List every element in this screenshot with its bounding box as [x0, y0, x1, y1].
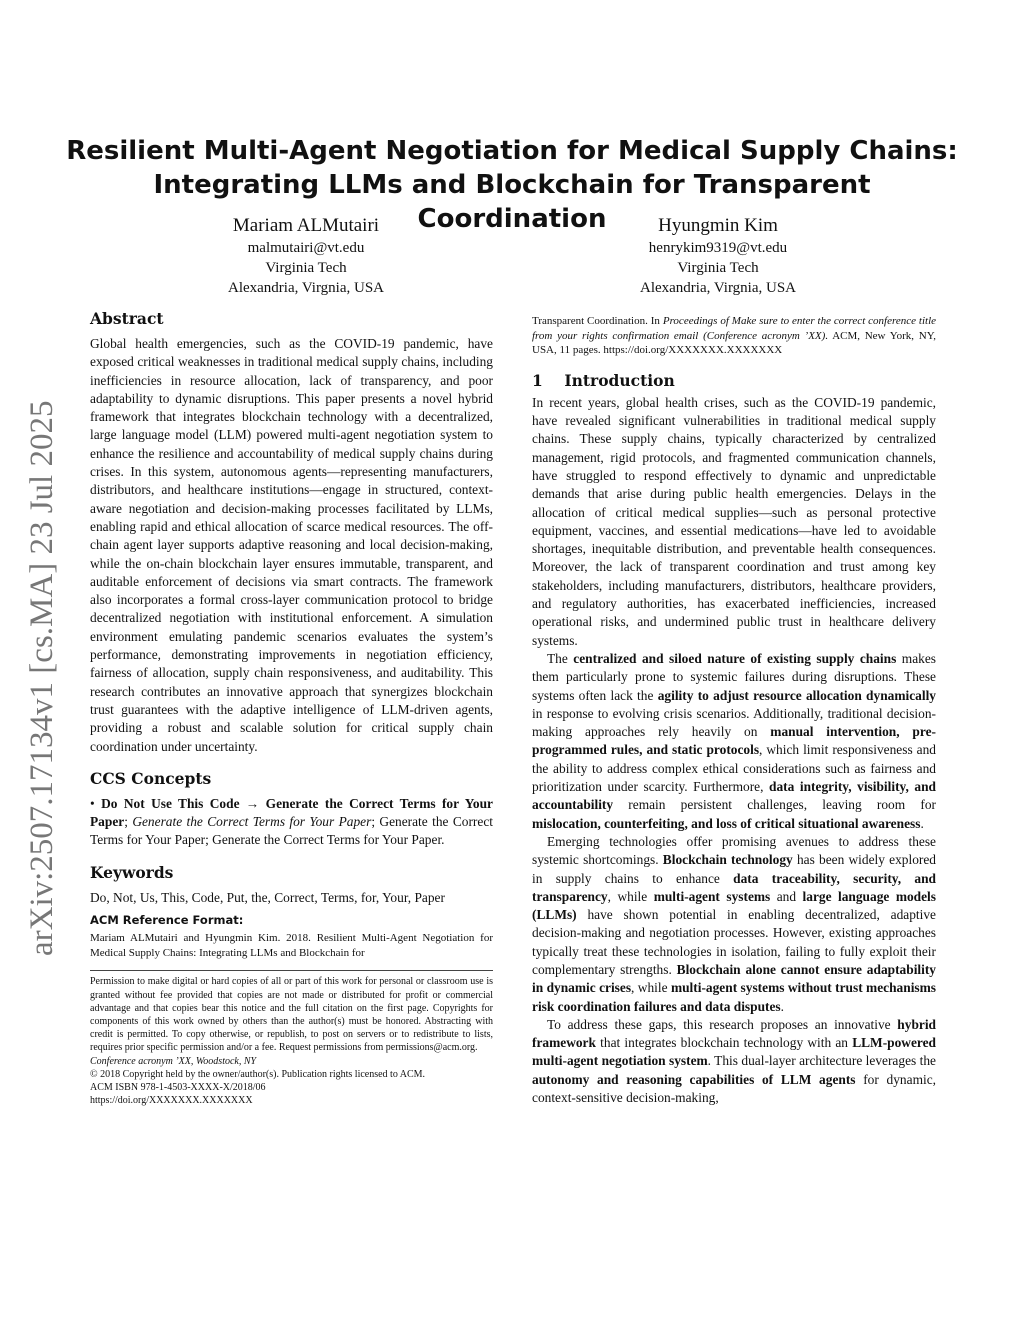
left-column — [90, 308, 493, 1107]
author-affiliation: Virginia Tech — [265, 260, 347, 276]
author-name: Hyungmin Kim — [658, 215, 778, 236]
emphasized-text: autonomy and reasoning capabilities of LLM agents — [532, 1071, 856, 1087]
acm-ref-cont-2: ACM, New York, NY, USA, 11 pages. https://doi.org/XXXXXXX.XXXXXXX — [532, 329, 936, 356]
acm-ref-text: Mariam ALMutairi and Hyungmin Kim. 2018. Resilient Multi-Agent Negotiation for Medical Supply Chains: Integrating LLMs and Blockchain for — [90, 932, 493, 959]
ccs-italic: Generate the Correct Terms for Your Paper — [132, 814, 372, 830]
ccs-bold: Do Not Use This Code → Generate the Correct Terms for Your Paper — [90, 795, 493, 830]
ccs-text — [90, 795, 493, 850]
keywords-text: Do, Not, Us, This, Code, Put, the, Correct, Terms, for, Your, Paper — [90, 889, 445, 905]
ccs-heading: CCS Concepts — [90, 768, 212, 788]
acm-ref-continued — [532, 314, 936, 358]
ccs-sep: ; — [124, 814, 133, 830]
body-text: , while — [631, 980, 671, 996]
emphasized-text: multi-agent systems — [653, 888, 771, 904]
ccs-bullet: • — [90, 795, 102, 811]
isbn-line: ACM ISBN 978-1-4503-XXXX-X/2018/06 — [90, 1081, 266, 1093]
right-column — [532, 314, 936, 1107]
author-block — [141, 214, 471, 298]
permission-text: Permission to make digital or hard copies of all or part of this work for personal or classroom use is granted without fee provided that copies are not made or distributed for profit or commercial advantage and that copies bear this notice and the full citation on the first page. Copyrights for components of this work owned by others than the author(s) must be honored. Abstracting with credit is permitted. To copy otherwise, or republish, to post on servers or to redistribute to lists, requires prior specific permission and/or a fee. Request permissions from permissions@acm.org. — [90, 976, 493, 1054]
arxiv-stamp-text: arXiv:2507.17134v1 [cs.MA] 23 Jul 2025 — [24, 400, 60, 956]
author-email: malmutairi@vt.edu — [247, 240, 365, 256]
body-text: in response to evolving crisis scenarios. Additionally, traditional decision-making approaches rely heavily on — [532, 705, 936, 740]
emphasized-text: mislocation, counterfeiting, and loss of critical situational awareness — [532, 815, 921, 831]
body-text: and — [770, 888, 803, 904]
emphasized-text: centralized and siloed nature of existing supply chains — [573, 650, 897, 666]
author-location: Alexandria, Virgnia, USA — [227, 280, 385, 296]
author-location: Alexandria, Virgnia, USA — [639, 280, 797, 296]
author-affiliation: Virginia Tech — [677, 260, 759, 276]
acm-ref-heading: ACM Reference Format: — [90, 913, 244, 928]
emphasized-text: Blockchain technology — [662, 852, 793, 868]
conference-line: Conference acronym ’XX, Woodstock, NY — [90, 1055, 257, 1067]
emphasized-text: data integrity, visibility, and accountability — [532, 779, 937, 813]
doi-line: https://doi.org/XXXXXXX.XXXXXXX — [90, 1095, 253, 1107]
emphasized-text: Blockchain alone cannot ensure adaptability in dynamic crises — [532, 962, 937, 996]
body-text: Emerging technologies offer promising avenues to address these systemic shortcomings. — [532, 833, 936, 868]
permission-block — [90, 970, 493, 1107]
body-text: have shown potential in enabling decentralized, adaptive decision-making and negotiation processes. However, existing approaches typically treat these technologies in isolation, failing to fully exploit their complementary strengths. — [532, 907, 936, 977]
body-text: that integrates blockchain technology with an — [595, 1035, 853, 1051]
author-email: henrykim9319@vt.edu — [648, 240, 788, 256]
acm-ref-cont-1: Transparent Coordination. In — [532, 315, 663, 327]
title-line-1: Resilient Multi-Agent Negotiation for Medical Supply Chains: — [66, 136, 958, 166]
body-text: . — [780, 998, 785, 1014]
emphasized-text: manual intervention, pre-programmed rules, and static protocols — [532, 724, 936, 758]
intro-paragraph-2 — [532, 650, 936, 833]
ccs-rest: ; Generate the Correct Terms for Your Paper; Generate the Correct Terms for Your Paper. — [90, 814, 493, 848]
body-text: , which limit responsiveness and the ability to address complex ethical considerations such as fairness and prioritization under scarcity. Furthermore, — [532, 742, 936, 795]
intro-paragraph-3 — [532, 833, 936, 1016]
emphasized-text: multi-agent systems without trust mechanisms risk coordination failures and data disputes — [532, 980, 936, 1014]
body-text: makes them particularly prone to systemic failures during disruptions. These systems often lack the — [532, 650, 936, 703]
author-block — [553, 214, 883, 298]
emphasized-text: data traceability, security, and transparency — [532, 870, 936, 904]
author-name: Mariam ALMutairi — [232, 215, 380, 236]
body-text: for dynamic, context-sensitive decision-making, — [532, 1071, 936, 1106]
title-line-2: Integrating LLMs and Blockchain for Transparent Coordination — [153, 170, 871, 234]
abstract-text: Global health emergencies, such as the COVID-19 pandemic, have exposed critical weaknesses in traditional medical supply chains, including inefficiencies in resource allocation, lack of transparency, and poor adaptability to dynamic disruptions. This paper presents a novel hybrid framework that integrates blockchain technology with a decentralized, large language model (LLM) powered multi-agent negotiation system to enhance the resilience and accountability of medical supply chains during crises. In this system, autonomous agents—representing manufacturers, distributors, and healthcare institutions—engage in structured, context-aware negotiation and decision-making processes facilitated by LLMs, enabling rapid and ethical allocation of scarce medical resources. The off-chain agent layer supports adaptive reasoning and local decision-making, while the on-chain blockchain layer ensures immutable, transparent, and auditable enforcement of decisions via smart contracts. The framework also incorporates a formal cross-layer communication protocol to bridge decentralized negotiation with institutional enforcement. A simulation environment emulating pandemic scenarios evaluates the system’s performance, demonstrating improvements in negotiation efficiency, fairness of allocation, supply chain responsiveness, and auditability. This research contributes an innovative approach that synergizes blockchain trust guarantees with the adaptive intelligence of LLM-driven agents, providing a robust and scalable solution for critical supply chain coordination under uncertainty. — [90, 336, 493, 754]
body-text: . This dual-layer architecture leverages the — [707, 1053, 936, 1069]
body-text: has been widely explored in supply chains to enhance — [532, 852, 937, 886]
body-text: The — [547, 650, 574, 666]
copyright-line: © 2018 Copyright held by the owner/author(s). Publication rights licensed to ACM. — [90, 1068, 426, 1080]
intro-paragraph-4 — [532, 1016, 936, 1107]
emphasized-text: LLM-powered multi-agent negotiation system — [532, 1035, 936, 1069]
emphasized-text: hybrid framework — [532, 1016, 936, 1051]
body-text: , while — [607, 888, 654, 904]
body-text: . — [920, 815, 924, 831]
intro-paragraph-1: In recent years, global health crises, such as the COVID-19 pandemic, have revealed significant vulnerabilities in traditional medical supply chains. These supply chains, typically characterized by centralized management, rigid protocols, and fragmented communication channels, have struggled to respond effectively to dynamic and unpredictable demands that arise during public health emergencies. Delays in the allocation of critical medical supplies—such as personal protective equipment, vaccines, and essential medications—have led to avoidable shortages, inequitable distribution, and preventable health consequences. Moreover, the lack of transparent coordination and trust among key stakeholders, including manufacturers, distributors, healthcare providers, and regulatory authorities, has exacerbated inefficiencies, increased operational risks, and undermined public trust in healthcare delivery systems. — [532, 394, 936, 648]
intro-heading: 1 Introduction — [532, 370, 675, 390]
acm-ref-cont-italic: Proceedings of Make sure to enter the correct conference title from your rights confirmation email (Conference acronym ’XX). — [532, 315, 937, 342]
emphasized-text: large language models (LLMs) — [532, 888, 936, 923]
keywords-heading: Keywords — [90, 862, 174, 882]
body-text: remain persistent challenges, leaving room for — [613, 797, 936, 813]
arxiv-stamp — [12, 370, 68, 960]
body-text: To address these gaps, this research proposes an innovative — [547, 1016, 898, 1032]
abstract-heading: Abstract — [90, 309, 164, 328]
emphasized-text: agility to adjust resource allocation dynamically — [657, 687, 936, 703]
